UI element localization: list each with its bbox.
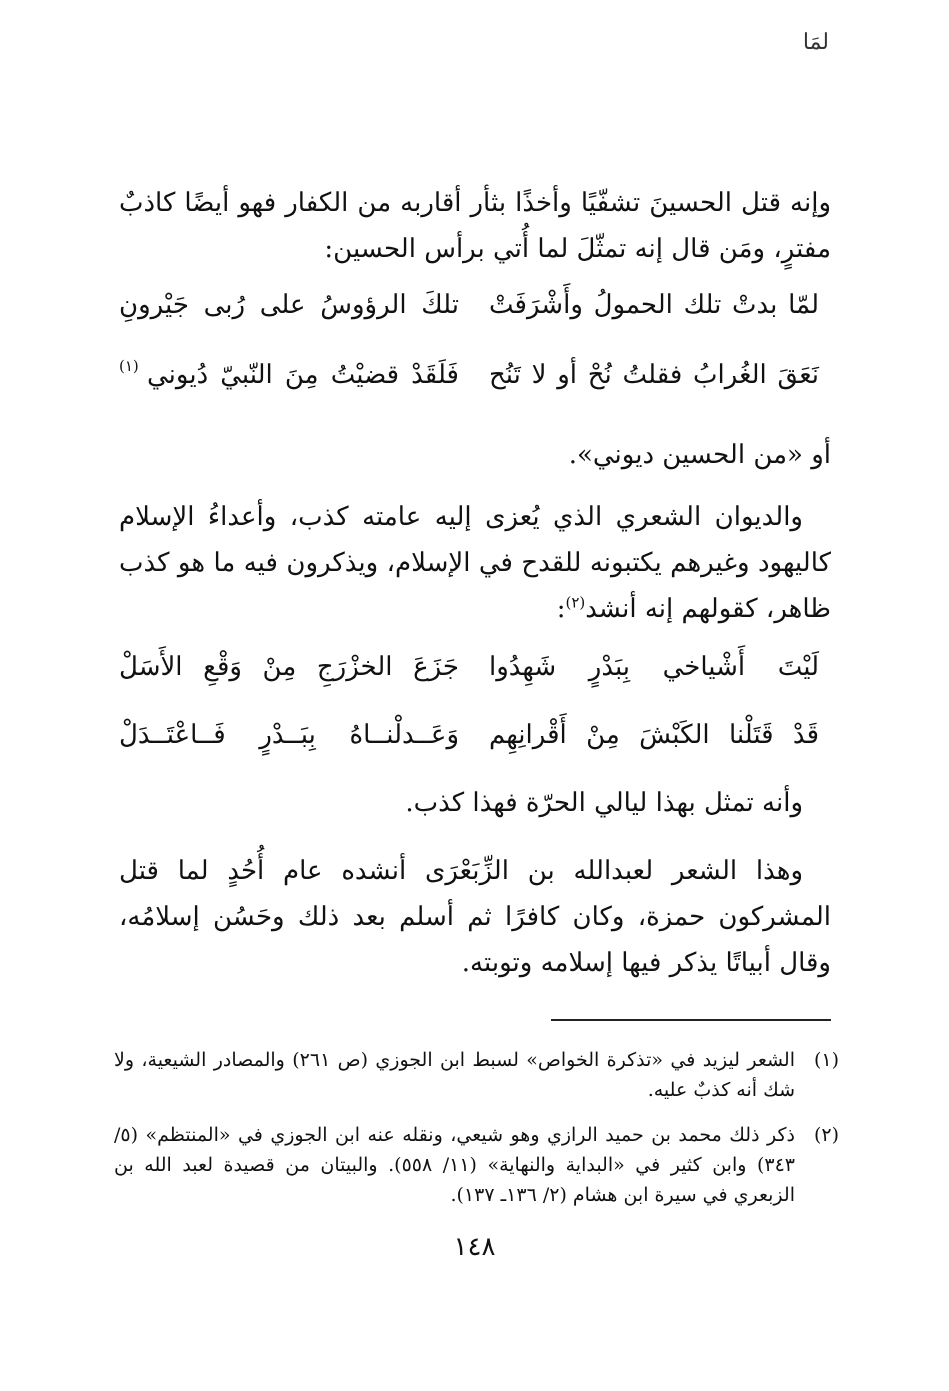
page-number: ١٤٨ xyxy=(453,1232,496,1262)
footnote-ref-2: (٢) xyxy=(565,593,586,612)
verse-1-first-hemistich: لمّا بدتْ تلك الحمولُ وأَشْرَفَتْ xyxy=(489,290,819,320)
verse-4-second-hemistich: وَعَــدلْنــاهُ بِبَــدْرٍ فَــاعْتَــدَلْ xyxy=(119,720,459,750)
verse-2: نَعَقَ الغُرابُ فقلتُ نُحْ أو لا تَنُح فَلَقَدْ قضيْتُ مِنَ النّبيّ دُيوني (١) xyxy=(119,357,819,390)
footnote-2 xyxy=(114,1120,839,1210)
paragraph-3-text: والديوان الشعري الذي يُعزى إليه عامته كذب، وأعداءُ الإسلام كاليهود وغيرهم يكتبونه للقدح في الإسلام، ويذكرون فيه ما هو كذب ظاهر، كقولهم إنه أنشد xyxy=(119,502,831,624)
verse-1 xyxy=(119,290,831,340)
paragraph-3 xyxy=(119,494,831,632)
paragraph-2: أو «من الحسين ديوني». xyxy=(568,440,831,470)
verse-1-second-hemistich: تلكَ الرؤوسُ على رُبى جَيْرونِ xyxy=(119,290,459,320)
paragraph-3-colon: : xyxy=(556,594,566,624)
verse-2-second-hemistich-text: فَلَقَدْ قضيْتُ مِنَ النّبيّ دُيوني xyxy=(147,360,459,390)
verse-3-first-hemistich: لَيْتَ أَشْياخي بِبَدْرٍ شَهِدُوا xyxy=(489,652,819,682)
footnote-1-text: الشعر ليزيد في «تذكرة الخواص» لسبط ابن الجوزي (ص ٢٦١) والمصادر الشيعية، ولا شك أنه كذبٌ عليه. xyxy=(114,1049,795,1101)
footnote-1-number: (١) xyxy=(813,1049,839,1071)
verse-4-first-hemistich: قَدْ قَتَلْنا الكَبْشَ مِنْ أَقْرانِهِم xyxy=(489,720,819,750)
footnote-1 xyxy=(114,1045,839,1105)
paragraph-1: وإنه قتل الحسينَ تشفّيًا وأخذًا بثأر أقاربه من الكفار فهو أيضًا كاذبٌ مفترٍ، ومَن قال إنه تمثّلَ لما أُتي برأس الحسين: xyxy=(119,188,831,264)
verse-3 xyxy=(119,652,831,702)
page-top-mark: لمَا xyxy=(802,30,829,55)
footnote-2-text: ذكر ذلك محمد بن حميد الرازي وهو شيعي، ونقله عنه ابن الجوزي في «المنتظم» (٥/ ٣٤٣) وابن كثير في «البداية والنهاية» (١١/ ٥٥٨). والبيتان من قصيدة لعبد الله بن الزبعري في سيرة ابن هشام (٢/ ١٣٦ـ ١٣٧). xyxy=(114,1124,795,1206)
paragraph-4: وأنه تمثل بهذا ليالي الحرّة فهذا كذب. xyxy=(405,788,803,818)
footnote-2-number: (٢) xyxy=(813,1124,839,1146)
verse-2-second-hemistich xyxy=(119,360,459,390)
paragraph-5: وهذا الشعر لعبدالله بن الزِّبَعْرَى أنشده عام أُحُدٍ لما قتل المشركون حمزة، وكان كافرًا ثم أسلم بعد ذلك وحَسُن إسلامُه، وقال أبياتًا يذكر فيها إسلامه وتوبته. xyxy=(119,856,831,978)
verse-3-second-hemistich: جَزَعَ الخزْرَجِ مِنْ وَقْعِ الأَسَلْ xyxy=(119,652,459,682)
footnote-separator xyxy=(551,1019,831,1021)
verse-4 xyxy=(119,720,831,770)
verse-2-first-hemistich: نَعَقَ الغُرابُ فقلتُ نُحْ أو لا تَنُح xyxy=(489,360,819,390)
